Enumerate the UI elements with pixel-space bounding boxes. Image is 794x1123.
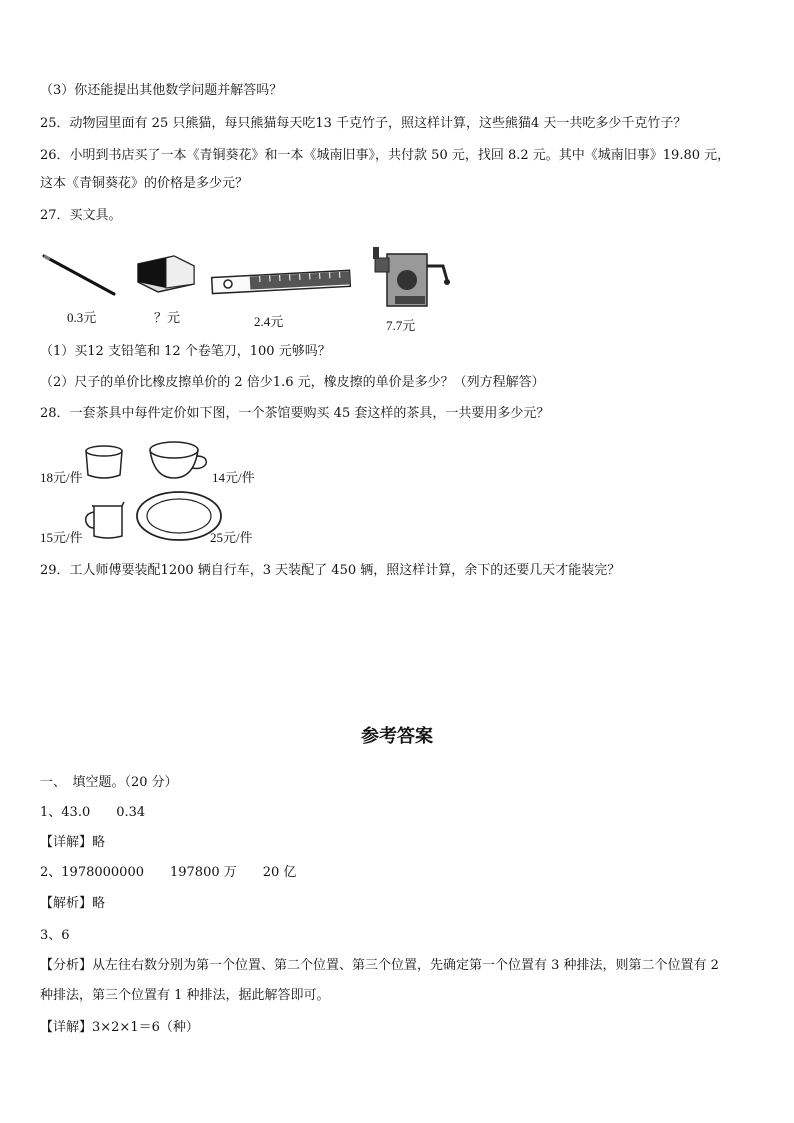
- answer-3-analysis-line1: 【分析】从左往右数分别为第一个位置、第二个位置、第三个位置，先确定第一个位置有 3 种排法，则第二个位置有 2: [40, 958, 719, 973]
- cup-image: [82, 443, 128, 483]
- answer-1-detail: 【详解】略: [40, 835, 106, 850]
- answer-2: 2、1978000000 197800 万 20 亿: [40, 865, 297, 880]
- question-26-line1: 26．小明到书店买了一本《青铜葵花》和一本《城南旧事》，共付款 50 元，找回 8.2 元。其中《城南旧事》19.80 元，: [40, 148, 731, 163]
- answers-title: 参考答案: [361, 726, 433, 747]
- pitcher-price: 15元/件: [40, 530, 83, 545]
- teacup-price: 14元/件: [212, 470, 255, 485]
- question-25: 25．动物园里面有 25 只熊猫，每只熊猫每天吃13 千克竹子，照这样计算，这些熊猫4 天一共吃多少千克竹子？: [40, 116, 687, 131]
- question-29: 29．工人师傅要装配1200 辆自行车，3 天装配了 450 辆，照这样计算，余下的还要几天才能装完？: [40, 563, 621, 578]
- pencil-image: [40, 250, 120, 300]
- question-26-line2: 这本《青铜葵花》的价格是多少元？: [40, 176, 249, 191]
- question-27-2: （2）尺子的单价比橡皮擦单价的 2 倍少1.6 元，橡皮擦的单价是多少？（列方程解答）: [40, 375, 545, 390]
- eraser-price: ？元: [154, 310, 181, 325]
- teacup-image: [146, 438, 210, 482]
- question-24-3: （3）你还能提出其他数学问题并解答吗？: [40, 83, 283, 98]
- answers-section-1: 一、 填空题。（20 分）: [40, 775, 178, 790]
- sharpener-price: 7.7元: [386, 318, 416, 333]
- question-27-1: （1）买12 支铅笔和 12 个卷笔刀，100 元够吗？: [40, 344, 331, 359]
- pencil-price: 0.3元: [67, 310, 97, 325]
- answer-3-analysis-line2: 种排法，第三个位置有 1 种排法，据此解答即可。: [40, 988, 330, 1003]
- answer-1: 1、43.0 0.34: [40, 805, 146, 820]
- plate-price: 25元/件: [210, 530, 253, 545]
- question-28: 28．一套茶具中每件定价如下图，一个茶馆要购买 45 套这样的茶具，一共要用多少元？: [40, 406, 550, 421]
- answer-3-detail: 【详解】3×2×1＝6（种）: [40, 1020, 199, 1035]
- pencil-sharpener-image: [365, 244, 455, 312]
- question-27: 27．买文具。: [40, 208, 122, 223]
- answer-2-analysis: 【解析】略: [40, 896, 106, 911]
- ruler-image: [210, 268, 355, 300]
- ruler-price: 2.4元: [254, 314, 284, 329]
- cup-price: 18元/件: [40, 470, 83, 485]
- pitcher-image: [82, 498, 132, 542]
- eraser-image: [130, 250, 200, 296]
- answer-3: 3、6: [40, 928, 70, 943]
